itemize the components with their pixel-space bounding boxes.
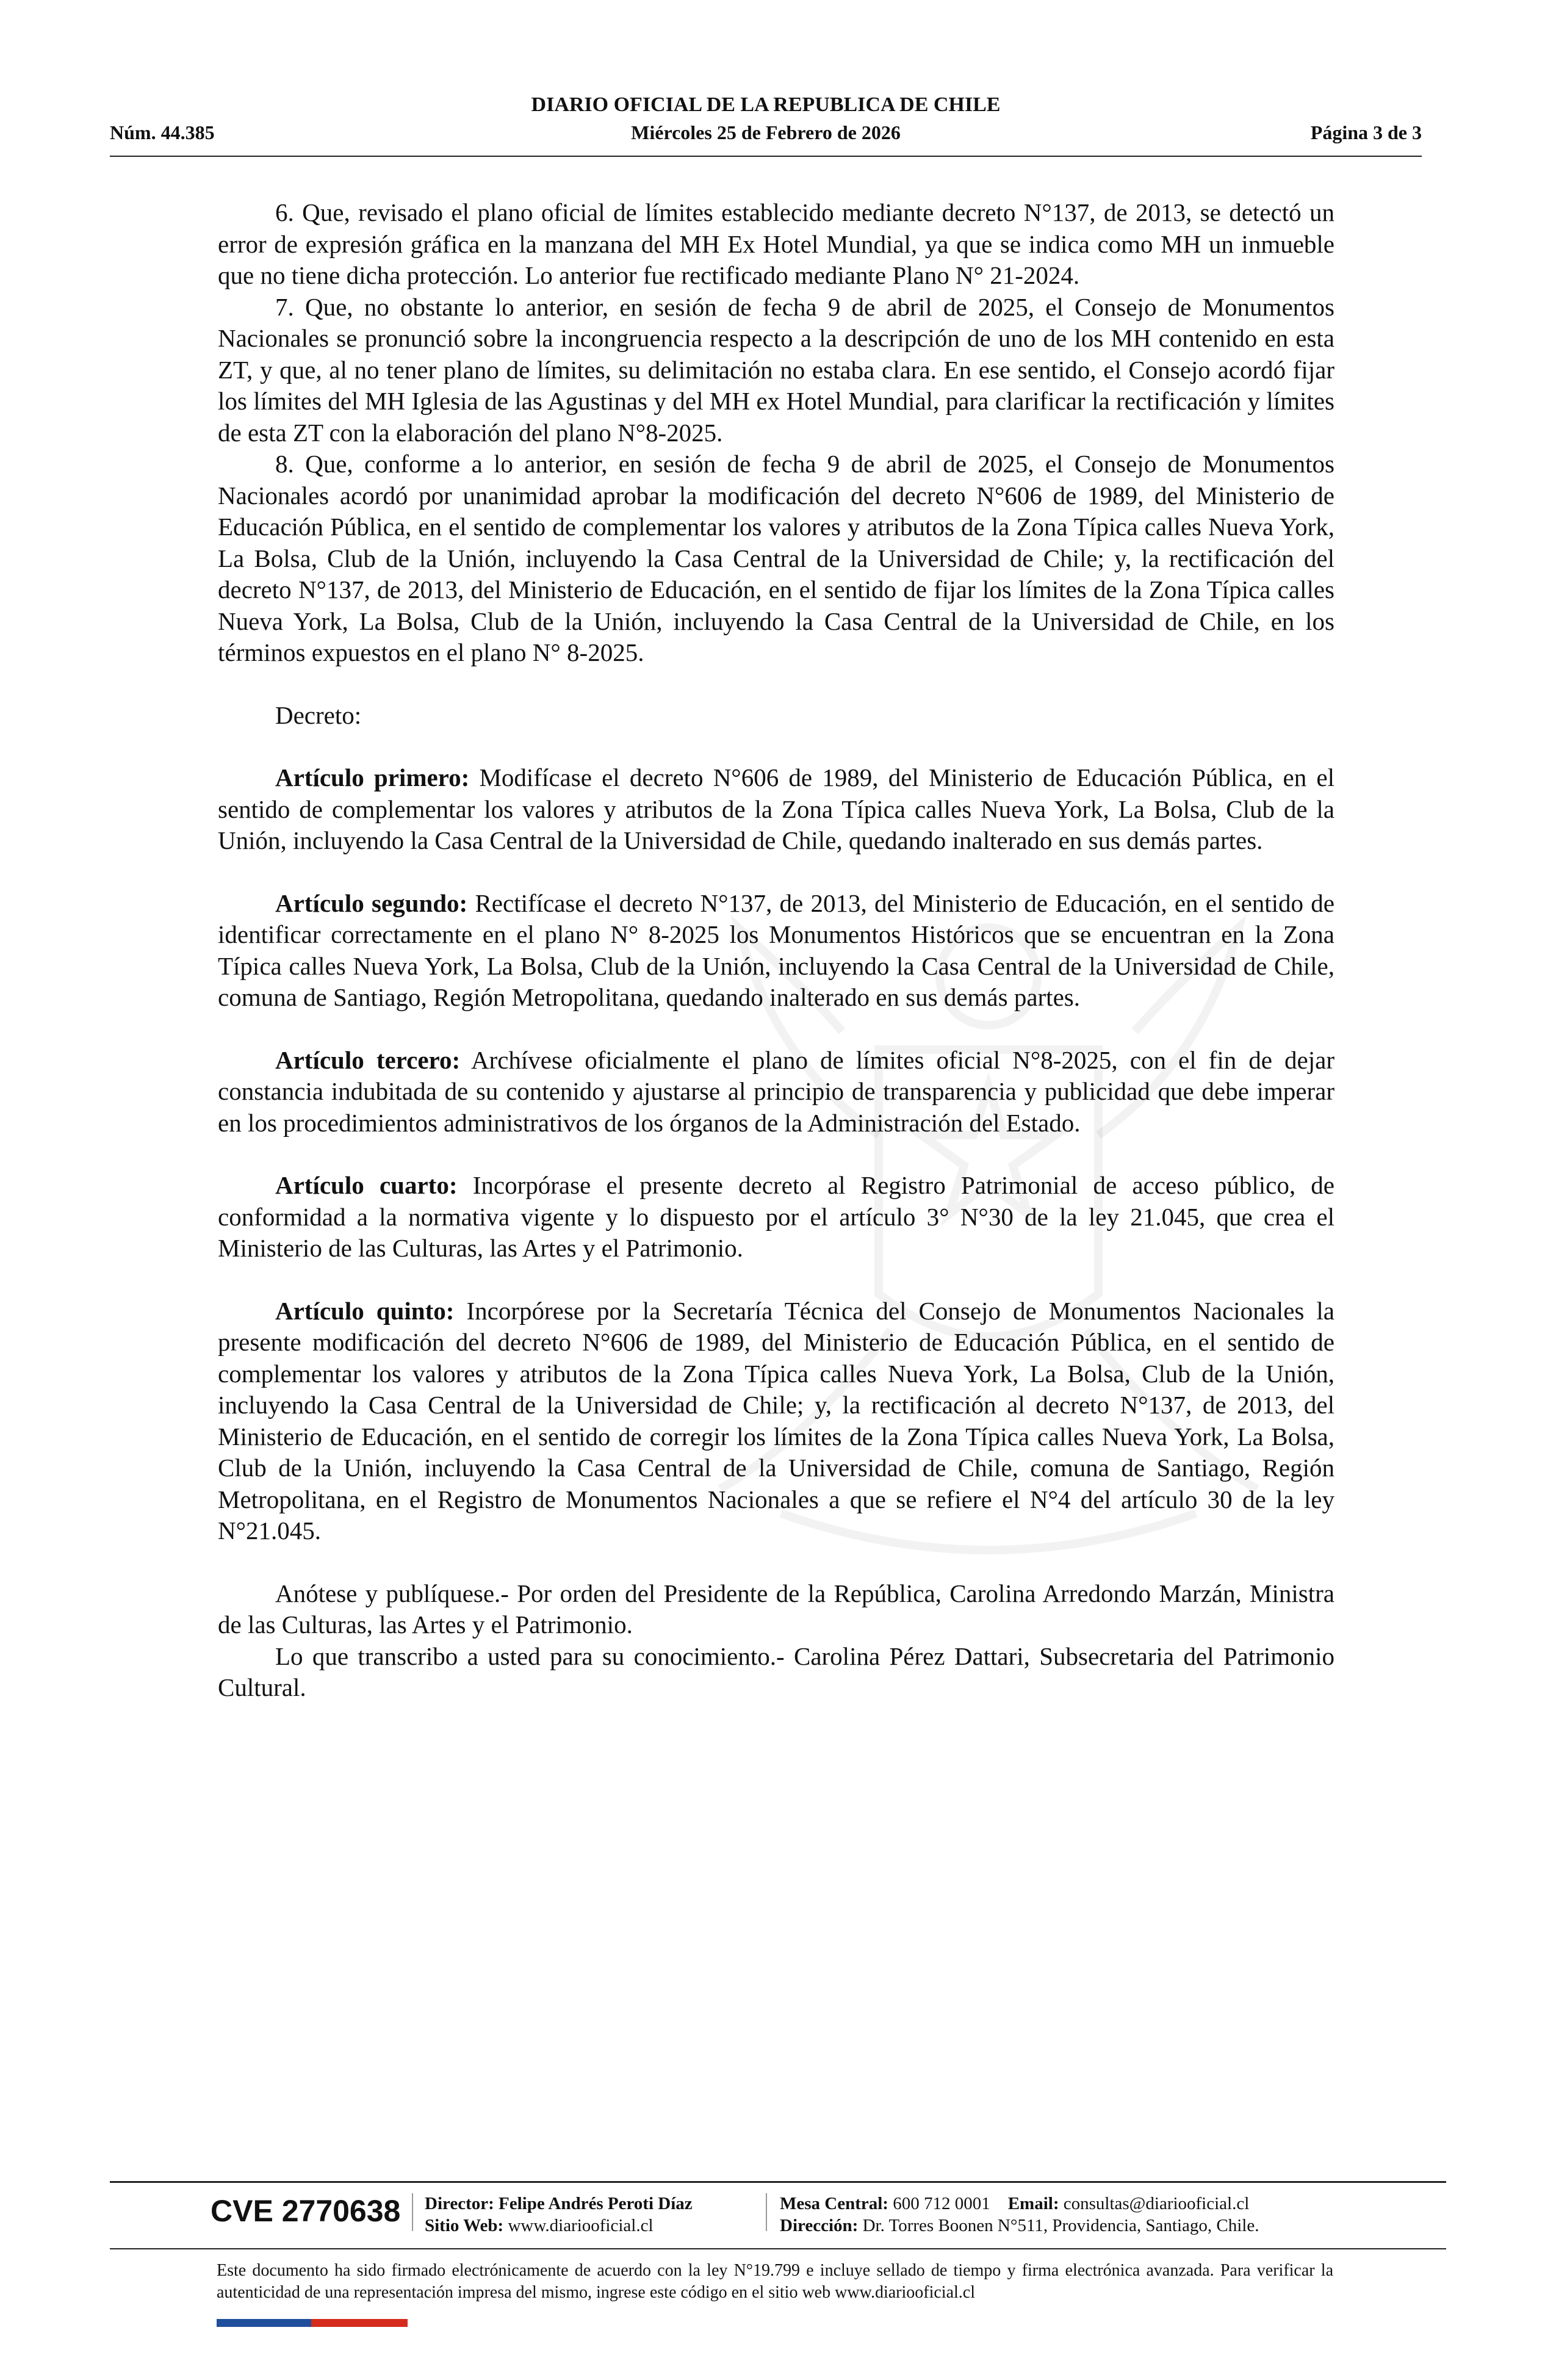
article-5 xyxy=(218,1296,1334,1547)
publication-title: DIARIO OFICIAL DE LA REPUBLICA DE CHILE xyxy=(531,93,1001,116)
article-5-label: Artículo quinto: xyxy=(275,1296,455,1325)
footer-separator xyxy=(766,2193,767,2231)
issue-number: Núm. 44.385 xyxy=(110,121,215,143)
footer-divider-bottom xyxy=(110,2248,1446,2249)
flag-bar-blue xyxy=(217,2319,311,2327)
closing-transcription: Lo que transcribo a usted para su conocimiento.- Carolina Pérez Dattari, Subsecretaria del Patrimonio Cultural. xyxy=(218,1642,1334,1701)
page-header xyxy=(110,93,1422,154)
email-label: Email: xyxy=(1007,2194,1059,2213)
article-4-label: Artículo cuarto: xyxy=(275,1171,458,1199)
article-3-text: Archívese oficialmente el plano de límites oficial N°8-2025, con el fin de dejar constancia indubitada de su contenido y ajustarse al principio de transparencia y publicidad que debe imperar en los procedimientos administrativos de los órganos de la Administración del Estado. xyxy=(218,1045,1334,1137)
paragraph-7: 7. Que, no obstante lo anterior, en sesión de fecha 9 de abril de 2025, el Consejo de Monumentos Nacionales se pronunció sobre la incongruencia respecto a la descripción de uno de los MH contenido en esta ZT, y que, al no tener plano de límites, su delimitación no estaba clara. En ese sentido, el Consejo acordó fijar los límites del MH Iglesia de las Agustinas y del MH ex Hotel Mundial, para clarificar la rectificación y límites de esta ZT con la elaboración del plano N°8-2025. xyxy=(218,292,1334,447)
header-divider xyxy=(110,156,1422,157)
page-number: Página 3 de 3 xyxy=(1310,121,1422,143)
article-3 xyxy=(218,1045,1334,1139)
article-5-text: Incorpórese por la Secretaría Técnica del Consejo de Monumentos Nacionales la presente modificación del decreto N°606 de 1989, del Ministerio de Educación Pública, en el sentido de complementar los valores y atributos de la Zona Típica calles Nueva York, La Bolsa, Club de la Unión, incluyendo la Casa Central de la Universidad de Chile; y, la rectificación al decreto N°137, de 2013, del Ministerio de Educación, en el sentido de corregir los límites de la Zona Típica calles Nueva York, La Bolsa, Club de la Unión, incluyendo la Casa Central de la Universidad de Chile, comuna de Santiago, Región Metropolitana, en el Registro de Monumentos Nacionales a que se refiere el N°4 del artículo 30 de la ley N°21.045. xyxy=(218,1296,1334,1545)
flag-bar-red xyxy=(311,2319,408,2327)
footer-director-block xyxy=(425,2193,693,2237)
website-link[interactable]: www.diariooficial.cl xyxy=(508,2216,654,2235)
article-1 xyxy=(218,762,1334,857)
paragraph-6: 6. Que, revisado el plano oficial de límites establecido mediante decreto N°137, de 2013, se detectó un error de expresión gráfica en la manzana del MH Ex Hotel Mundial, ya que se indica como MH un inmueble que no tiene dicha protección. Lo anterior fue rectificado mediante Plano N° 21-2024. xyxy=(218,198,1334,289)
cve-code: CVE 2770638 xyxy=(211,2194,401,2228)
article-2-label: Artículo segundo: xyxy=(275,889,468,917)
document-body xyxy=(218,197,1334,1704)
article-3-label: Artículo tercero: xyxy=(275,1045,461,1074)
decreto-heading: Decreto: xyxy=(275,701,362,729)
closing-publication: Anótese y publíquese.- Por orden del Presidente de la República, Carolina Arredondo Marzán, Ministra de las Culturas, las Artes y el Patrimonio. xyxy=(218,1579,1334,1639)
footer-divider-top xyxy=(110,2181,1446,2183)
address-value: Dr. Torres Boonen N°511, Providencia, Santiago, Chile. xyxy=(862,2216,1259,2235)
address-label: Dirección: xyxy=(780,2216,859,2235)
director-label: Director: Felipe Andrés Peroti Díaz xyxy=(425,2194,693,2213)
footer-contact-block xyxy=(780,2193,1259,2237)
article-1-label: Artículo primero: xyxy=(275,763,470,792)
mesa-central-phone: 600 712 0001 xyxy=(893,2194,990,2213)
issue-date: Miércoles 25 de Febrero de 2026 xyxy=(631,121,901,143)
footer-separator xyxy=(412,2193,413,2231)
signature-disclaimer: Este documento ha sido firmado electrónicamente de acuerdo con la ley N°19.799 e incluye sellado de tiempo y firma electrónica avanzada. Para verificar la autenticidad de una representación impresa del mismo, ingrese este código en el sitio web www.diariooficial.cl xyxy=(217,2261,1333,2302)
paragraph-8: 8. Que, conforme a lo anterior, en sesión de fecha 9 de abril de 2025, el Consejo de Monumentos Nacionales acordó por unanimidad aprobar la modificación del decreto N°606 de 1989, del Ministerio de Educación Pública, en el sentido de complementar los valores y atributos de la Zona Típica calles Nueva York, La Bolsa, Club de la Unión, incluyendo la Casa Central de la Universidad de Chile; y, la rectificación del decreto N°137, de 2013, del Ministerio de Educación, en el sentido de fijar los límites de la Zona Típica calles Nueva York, La Bolsa, Club de la Unión, incluyendo la Casa Central de la Universidad de Chile, en los términos expuestos en el plano N° 8-2025. xyxy=(218,450,1334,666)
article-2 xyxy=(218,888,1334,1014)
article-1-text: Modifícase el decreto N°606 de 1989, del Ministerio de Educación Pública, en el sentido de complementar los valores y atributos de la Zona Típica calles Nueva York, La Bolsa, Club de la Unión, incluyendo la Casa Central de la Universidad de Chile, quedando inalterado en sus demás partes. xyxy=(218,763,1334,854)
email-link[interactable]: consultas@diariooficial.cl xyxy=(1063,2194,1250,2213)
article-4-text: Incorpórase el presente decreto al Registro Patrimonial de acceso público, de conformidad a la normativa vigente y lo dispuesto por el artículo 3° N°30 de la ley 21.045, que crea el Ministerio de las Culturas, las Artes y el Patrimonio. xyxy=(218,1171,1335,1262)
article-2-text: Rectifícase el decreto N°137, de 2013, del Ministerio de Educación, en el sentido de identificar correctamente en el plano N° 8-2025 los Monumentos Históricos que se encuentran en la Zona Típica calles Nueva York, La Bolsa, Club de la Unión, incluyendo la Casa Central de la Universidad de Chile, comuna de Santiago, Región Metropolitana, quedando inalterado en sus demás partes. xyxy=(218,889,1334,1011)
article-4 xyxy=(218,1170,1334,1264)
website-label: Sitio Web: xyxy=(425,2216,504,2235)
mesa-central-label: Mesa Central: xyxy=(780,2194,888,2213)
